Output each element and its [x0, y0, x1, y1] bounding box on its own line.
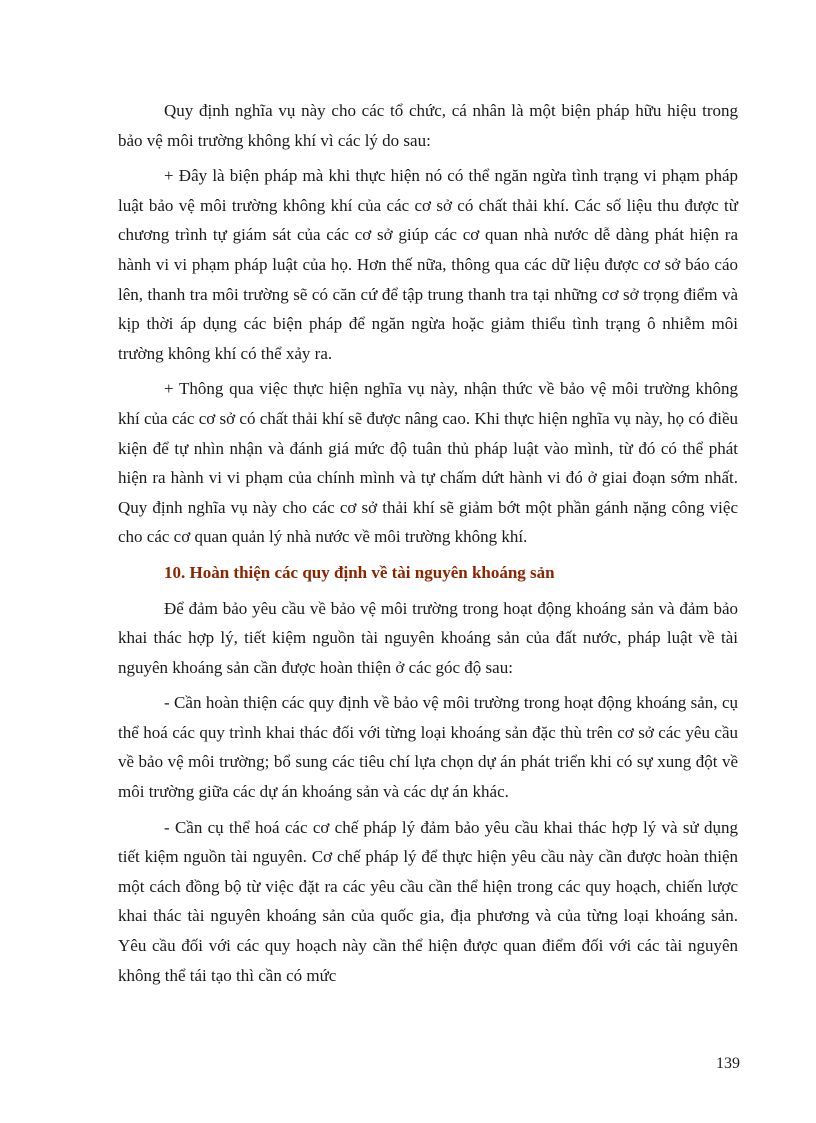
section-heading: 10. Hoàn thiện các quy định về tài nguyên khoáng sản — [164, 562, 555, 582]
paragraph-3: + Thông qua việc thực hiện nghĩa vụ này, nhận thức về bảo vệ môi trường không khí của các cơ sở có chất thải khí sẽ được nâng cao. Khi thực hiện nghĩa vụ này, họ có điều kiện để tự nhìn nhận và đánh giá mức độ tuân thủ pháp luật vào mình, từ đó có thể phát hiện ra hành vi vi phạm của chính mình và tự chấm dứt hành vi đó ở giai đoạn sớm nhất. Quy định nghĩa vụ này cho các cơ sở thải khí sẽ giảm bớt một phần gánh nặng công việc cho các cơ quan quản lý nhà nước về môi trường không khí. — [118, 379, 738, 547]
paragraph-4: Để đảm bảo yêu cầu về bảo vệ môi trường trong hoạt động khoáng sản và đảm bảo khai thác hợp lý, tiết kiệm nguồn tài nguyên khoáng sản của đất nước, pháp luật về tài nguyên khoáng sản cần được hoàn thiện ở các góc độ sau: — [118, 598, 738, 677]
page-number: 139 — [716, 1055, 740, 1072]
paragraph-2: + Đây là biện pháp mà khi thực hiện nó có thể ngăn ngừa tình trạng vi phạm pháp luật bảo vệ môi trường không khí của các cơ sở có chất thải khí. Các số liệu thu được từ chương trình tự giám sát của các cơ sở giúp các cơ quan nhà nước dễ dàng phát hiện ra hành vi vi phạm pháp luật của họ. Hơn thế nữa, thông qua các dữ liệu được cơ sở báo cáo lên, thanh tra môi trường sẽ có căn cứ để tập trung thanh tra tại những cơ sở trọng điểm và kịp thời áp dụng các biện pháp để ngăn ngừa hoặc giảm thiểu tình trạng ô nhiễm môi trường không khí có thể xảy ra. — [118, 166, 738, 363]
page-content — [118, 96, 738, 996]
paragraph-1: Quy định nghĩa vụ này cho các tổ chức, cá nhân là một biện pháp hữu hiệu trong bảo vệ môi trường không khí vì các lý do sau: — [118, 101, 738, 150]
paragraph-6: - Cần cụ thể hoá các cơ chế pháp lý đảm bảo yêu cầu khai thác hợp lý và sử dụng tiết kiệm nguồn tài nguyên. Cơ chế pháp lý để thực hiện yêu cầu này cần được hoàn thiện một cách đồng bộ từ việc đặt ra các yêu cầu cần thể hiện trong các quy hoạch, chiến lược khai thác tài nguyên khoáng sản của quốc gia, địa phương và của từng loại khoáng sản. Yêu cầu đối với các quy hoạch này cần thể hiện được quan điểm đối với các tài nguyên không thể tái tạo thì cần có mức — [118, 817, 738, 985]
paragraph-5: - Cần hoàn thiện các quy định về bảo vệ môi trường trong hoạt động khoáng sản, cụ thể hoá các quy trình khai thác đối với từng loại khoáng sản đặc thù trên cơ sở các yêu cầu về bảo vệ môi trường; bổ sung các tiêu chí lựa chọn dự án phát triển khi có sự xung đột về môi trường giữa các dự án khoáng sản và các dự án khác. — [118, 693, 738, 802]
